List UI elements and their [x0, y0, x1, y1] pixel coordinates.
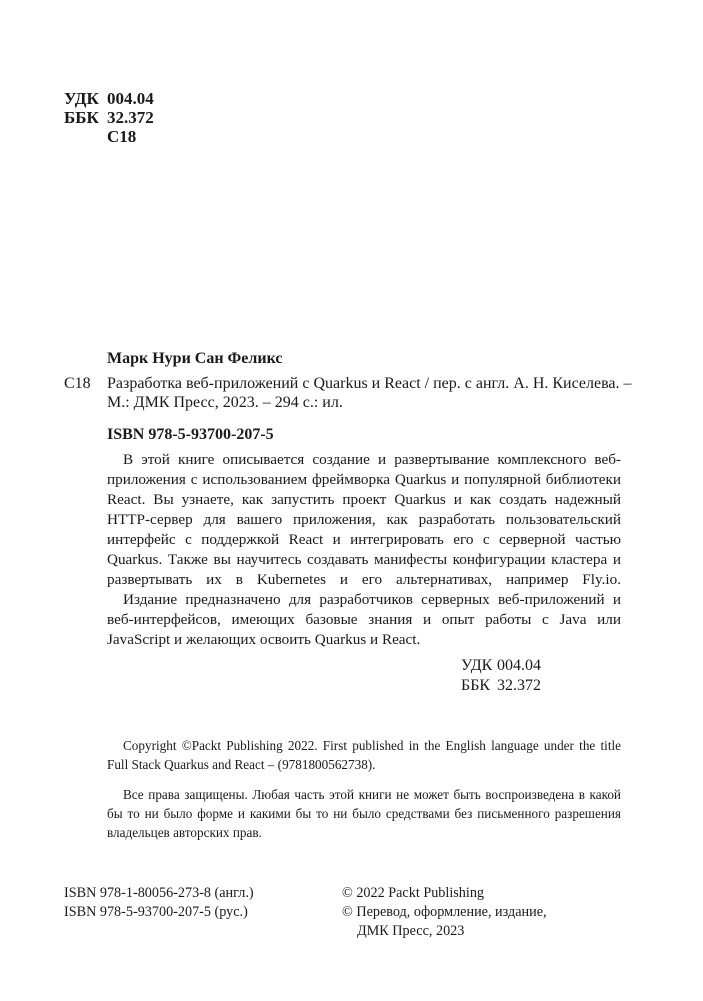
original-copyright-notice: [107, 736, 621, 774]
udk-label-top: УДК: [64, 89, 99, 108]
rights-notice-text: Все права защищены. Любая часть этой книги не может быть воспроизведена в какой бы то ни было форме и какими бы то ни было средствами без письменного разрешения владельцев авторских прав.: [107, 787, 621, 840]
annotation-paragraph-1: В этой книге описывается создание и развертывание комплексного веб-приложения с использованием фреймворка Quarkus и популярной библиотеки React. Вы узнаете, как запустить проект Quarkus и как создать надежный HTTP-сервер для вашего приложения, как разработать пользовательский интерфейс с поддержкой React и интегрировать его с серверной частью Quarkus. Также вы научитесь создавать манифесты конфигурации кластера и развертывать их в Kubernetes и его альтернативах, например Fly.io.: [107, 451, 621, 588]
annotation-paragraph-2: Издание предназначено для разработчиков серверных веб-приложений и веб-интерфейсов, имеющих базовые знания и опыт работы с Java или JavaScript и желающих освоить Quarkus и React.: [107, 591, 621, 648]
bbk-value-top: 32.372: [107, 108, 154, 127]
original-copyright-text: Copyright ©Packt Publishing 2022. First published in the English language under the title Full Stack Quarkus and React – (9781800562738).: [107, 738, 621, 772]
book-title-line-1: Разработка веб-приложений с Quarkus и React / пер. с англ. А. Н. Киселева. –: [107, 375, 632, 392]
bbk-label-top: ББК: [64, 108, 99, 127]
rights-notice: [107, 785, 621, 842]
isbn-original: ISBN 978-1-80056-273-8 (англ.): [64, 885, 254, 901]
bbk-value-bottom: 32.372: [497, 677, 541, 694]
copyright-dmk-line-1: © Перевод, оформление, издание,: [342, 904, 547, 920]
bbk-label-bottom: ББК: [461, 677, 491, 694]
udk-value-top: 004.04: [107, 89, 154, 108]
isbn-russian: ISBN 978-5-93700-207-5 (рус.): [64, 904, 248, 920]
copyright-dmk-line-2: ДМК Пресс, 2023: [357, 923, 465, 939]
author-mark-top: С18: [107, 127, 137, 146]
udk-value-bottom: 004.04: [497, 657, 541, 674]
author-mark: С18: [64, 375, 91, 392]
book-title-line-2: М.: ДМК Пресс, 2023. – 294 с.: ил.: [107, 394, 343, 411]
udk-label-bottom: УДК: [461, 657, 493, 674]
copyright-packt: © 2022 Packt Publishing: [342, 885, 485, 901]
isbn-main: ISBN 978-5-93700-207-5: [107, 426, 274, 443]
author-name: Марк Нури Сан Феликс: [107, 350, 283, 367]
annotation: [107, 450, 621, 650]
